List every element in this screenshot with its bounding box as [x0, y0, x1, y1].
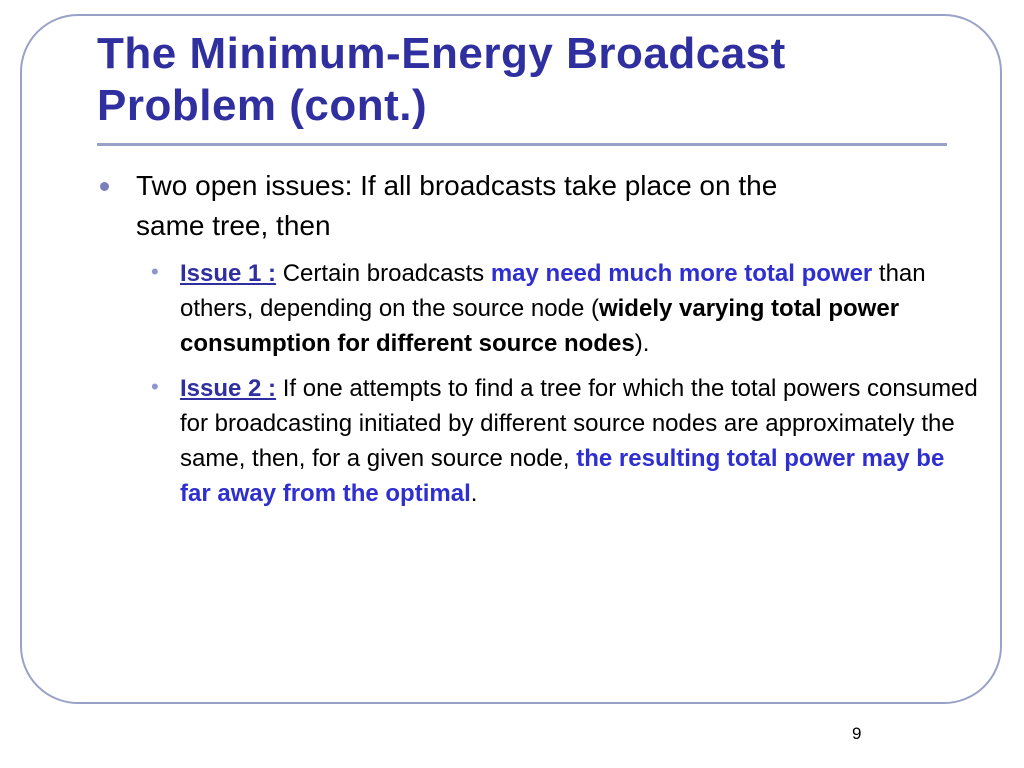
bullet-text-line-2: same tree, then — [136, 210, 331, 241]
bullet-item — [100, 166, 980, 246]
issue-1-text-b: than others, depending on the source node ( — [180, 260, 926, 322]
sub-bullet-issue-2 — [151, 371, 980, 511]
issue-1-text-a: Certain broadcasts — [276, 260, 491, 287]
title-line-1: The Minimum-Energy Broadcast — [97, 29, 786, 78]
issue-1-label: Issue 1 : — [180, 260, 277, 287]
sub-bullet-dot-icon: • — [151, 259, 159, 284]
page-number: 9 — [852, 724, 862, 743]
issue-2-text-b: . — [470, 480, 478, 507]
slide-title — [97, 28, 977, 132]
bullet-text-line-1: Two open issues: If all broadcasts take place on the — [136, 170, 778, 201]
issue-1-text-c: ). — [634, 330, 650, 357]
bullet-dot-icon — [100, 182, 109, 191]
issue-2-text-a: If one attempts to find a tree for which the total powers consumed for broadcasting initiated by different source nodes are approximately the same, then, for a given source node, — [180, 375, 978, 472]
sub-bullet-issue-1 — [151, 256, 980, 361]
issue-1-emphasis: widely varying total power consumption for different source nodes — [180, 295, 900, 357]
issue-2-label: Issue 2 : — [180, 375, 277, 402]
title-line-2: Problem (cont.) — [97, 81, 428, 130]
slide-body — [100, 166, 980, 511]
issue-2-highlight: the resulting total power may be far away from the optimal — [180, 445, 945, 507]
title-divider — [97, 143, 947, 146]
issue-1-highlight: may need much more total power — [490, 260, 873, 287]
sub-bullet-dot-icon: • — [151, 374, 159, 399]
